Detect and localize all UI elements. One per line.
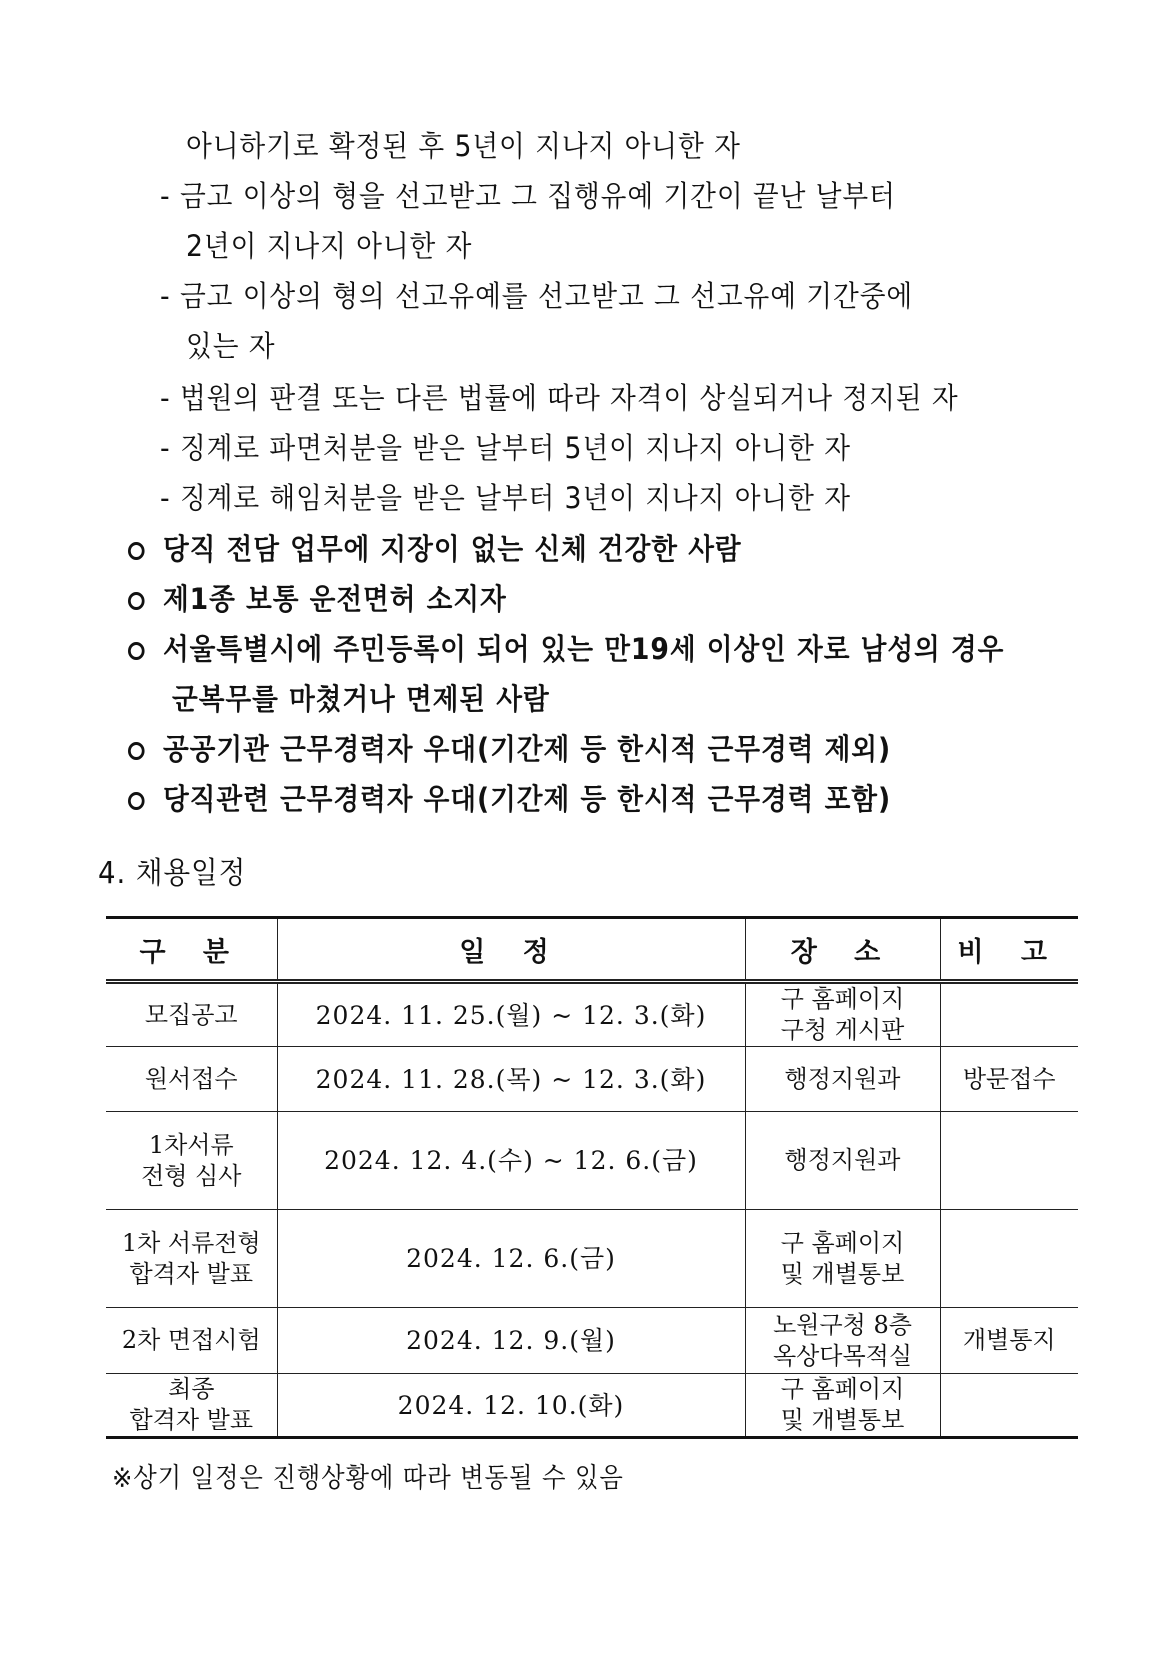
cell-place: 구 홈페이지 및 개별통보 xyxy=(745,1374,940,1438)
requirement-text: 제1종 보통 운전면허 소지자 xyxy=(162,582,507,616)
circle-bullet-icon xyxy=(128,792,145,810)
list-line: - 징계로 해임처분을 받은 날부터 3년이 지나지 아니한 자 xyxy=(160,481,851,515)
cell-note xyxy=(940,1210,1078,1308)
cell-date: 2024. 11. 25.(월) ~ 12. 3.(화) xyxy=(277,982,745,1047)
requirement-text-continued: 군복무를 마쳤거나 면제된 사람 xyxy=(172,682,550,716)
circle-bullet-icon xyxy=(128,742,145,760)
table-row xyxy=(106,1112,1078,1210)
requirement-text: 서울특별시에 주민등록이 되어 있는 만19세 이상인 자로 남성의 경우 xyxy=(162,632,1005,666)
table-row xyxy=(106,1374,1078,1438)
cell-category: 모집공고 xyxy=(106,982,277,1047)
list-line: 2년이 지나지 아니한 자 xyxy=(186,229,473,263)
cell-category: 2차 면접시험 xyxy=(106,1308,277,1374)
cell-note xyxy=(940,982,1078,1047)
cell-category: 1차 서류전형 합격자 발표 xyxy=(106,1210,277,1308)
header-date: 일 정 xyxy=(277,918,745,982)
requirement-item xyxy=(128,731,891,767)
requirement-item xyxy=(128,781,891,817)
list-line: 있는 자 xyxy=(186,329,276,363)
header-category: 구 분 xyxy=(106,918,277,982)
cell-note xyxy=(940,1112,1078,1210)
requirement-text: 당직 전담 업무에 지장이 없는 신체 건강한 사람 xyxy=(162,532,742,566)
circle-bullet-icon xyxy=(128,642,145,660)
header-note: 비 고 xyxy=(940,918,1078,982)
cell-place: 구 홈페이지 및 개별통보 xyxy=(745,1210,940,1308)
circle-bullet-icon xyxy=(128,542,145,560)
cell-category: 1차서류 전형 심사 xyxy=(106,1112,277,1210)
cell-place: 행정지원과 xyxy=(745,1047,940,1112)
requirement-text: 공공기관 근무경력자 우대(기간제 등 한시적 근무경력 제외) xyxy=(162,732,892,766)
header-place: 장 소 xyxy=(745,918,940,982)
requirement-text: 당직관련 근무경력자 우대(기간제 등 한시적 근무경력 포함) xyxy=(162,782,892,816)
list-line: 아니하기로 확정된 후 5년이 지나지 아니한 자 xyxy=(186,129,741,163)
requirement-item xyxy=(128,581,507,617)
cell-note xyxy=(940,1374,1078,1438)
cell-note: 방문접수 xyxy=(940,1047,1078,1112)
cell-category: 최종 합격자 발표 xyxy=(106,1374,277,1438)
cell-date: 2024. 12. 9.(월) xyxy=(277,1308,745,1374)
cell-note: 개별통지 xyxy=(940,1308,1078,1374)
circle-bullet-icon xyxy=(128,592,145,610)
cell-date: 2024. 12. 10.(화) xyxy=(277,1374,745,1438)
table-row xyxy=(106,1308,1078,1374)
requirement-item xyxy=(128,531,742,567)
section-title: 4. 채용일정 xyxy=(98,856,247,891)
list-line: - 금고 이상의 형의 선고유예를 선고받고 그 선고유예 기간중에 xyxy=(160,279,914,313)
table-row xyxy=(106,1047,1078,1112)
table-row xyxy=(106,982,1078,1047)
table-row xyxy=(106,1210,1078,1308)
cell-date: 2024. 11. 28.(목) ~ 12. 3.(화) xyxy=(277,1047,745,1112)
table-header-row xyxy=(106,918,1078,982)
cell-place: 노원구청 8층 옥상다목적실 xyxy=(745,1308,940,1374)
schedule-table xyxy=(106,916,1078,1439)
cell-date: 2024. 12. 4.(수) ~ 12. 6.(금) xyxy=(277,1112,745,1210)
cell-category: 원서접수 xyxy=(106,1047,277,1112)
cell-place: 구 홈페이지 구청 게시판 xyxy=(745,982,940,1047)
list-line: - 징계로 파면처분을 받은 날부터 5년이 지나지 아니한 자 xyxy=(160,431,851,465)
list-line: - 금고 이상의 형을 선고받고 그 집행유예 기간이 끝난 날부터 xyxy=(160,179,896,213)
footnote: ※상기 일정은 진행상황에 따라 변동될 수 있음 xyxy=(112,1463,624,1494)
requirement-item xyxy=(128,631,1004,667)
list-line: - 법원의 판결 또는 다른 법률에 따라 자격이 상실되거나 정지된 자 xyxy=(160,381,959,415)
cell-date: 2024. 12. 6.(금) xyxy=(277,1210,745,1308)
cell-place: 행정지원과 xyxy=(745,1112,940,1210)
